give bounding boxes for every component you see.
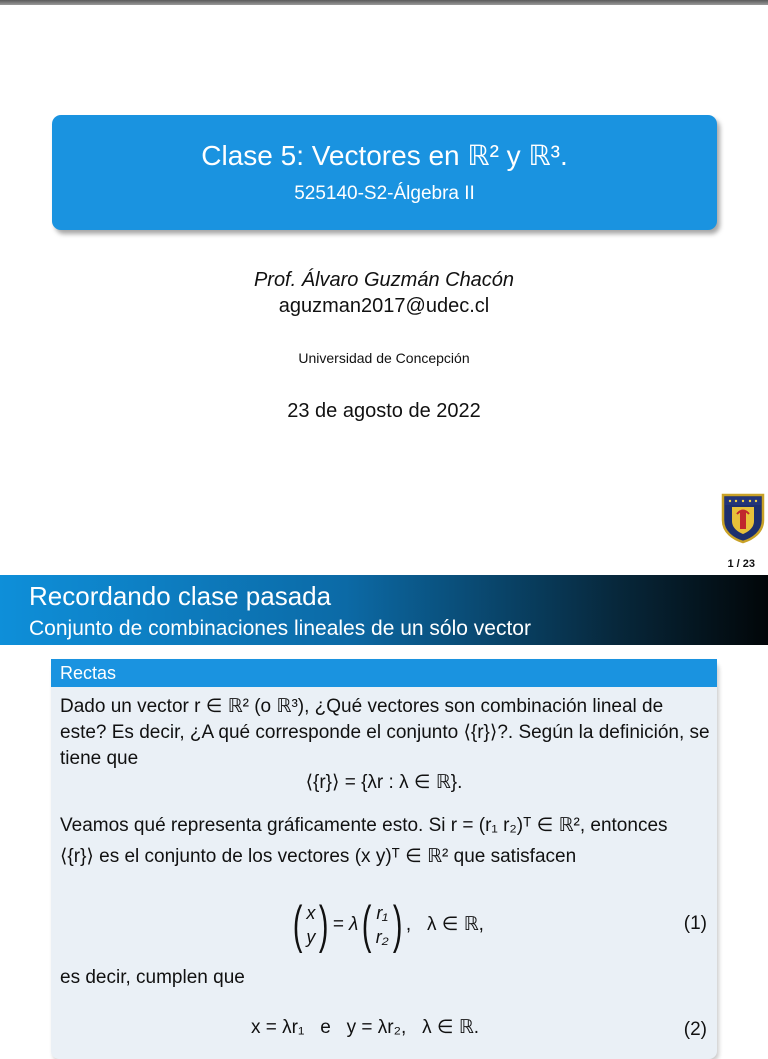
- paragraph-es-decir: es decir, cumplen que: [60, 967, 245, 988]
- slide-title: Clase 5: Vectores en ℝ² y ℝ³.: [201, 140, 568, 171]
- section-subtitle: Conjunto de combinaciones lineales de un sólo vector: [29, 617, 531, 640]
- university-logo-icon: [720, 492, 766, 544]
- slide-subtitle: 525140-S2-Álgebra II: [294, 183, 475, 204]
- author: Prof. Álvaro Guzmán Chacón: [253, 269, 515, 291]
- author-email: aguzman2017@udec.cl: [278, 295, 490, 317]
- title-slide: [0, 5, 768, 575]
- equals-lambda: = λ: [332, 914, 359, 935]
- paragraph-graphical-cont: ⟨{r}⟩ es el conjunto de los vectores (x y)ᵀ ∈ ℝ² que satisfacen: [60, 846, 577, 867]
- equation-1: [289, 897, 484, 953]
- title-box: [52, 115, 717, 230]
- block-title: Rectas: [51, 659, 717, 687]
- vector-y: y: [306, 927, 316, 947]
- equation-1-tail: , λ ∈ ℝ,: [405, 914, 484, 935]
- equation-span: ⟨{r}⟩ = {λr : λ ∈ ℝ}.: [305, 772, 463, 793]
- vector-r1: r₁: [376, 903, 388, 923]
- institution: Universidad de Concepción: [298, 350, 470, 366]
- equation-number-2: (2): [683, 1019, 707, 1040]
- paragraph-intro: Dado un vector r ∈ ℝ² (o ℝ³), ¿Qué vectores son combinación lineal de este? Es decir, ¿A qué corresponde el conjunto ⟨{r}⟩?. Según la definición, se tiene que: [60, 696, 710, 769]
- equation-2: x = λr₁ e y = λr₂, λ ∈ ℝ.: [251, 1017, 480, 1038]
- section-title: Recordando clase pasada: [29, 581, 332, 611]
- vector-xy: ( x y ): [292, 896, 329, 954]
- vector-r: ( r₁ r₂ ): [362, 896, 403, 954]
- definition-block: [51, 659, 717, 1059]
- lecture-date: 23 de agosto de 2022: [287, 400, 481, 422]
- vector-x: x: [306, 903, 316, 923]
- page-number: 1 / 23: [727, 558, 755, 570]
- vector-r2: r₂: [375, 927, 389, 947]
- slide-header: [0, 575, 768, 645]
- content-slide: [0, 575, 768, 1040]
- equation-number-1: (1): [683, 913, 707, 934]
- paragraph-graphical: Veamos qué representa gráficamente esto. Si r = (r₁ r₂)ᵀ ∈ ℝ², entonces: [60, 815, 668, 836]
